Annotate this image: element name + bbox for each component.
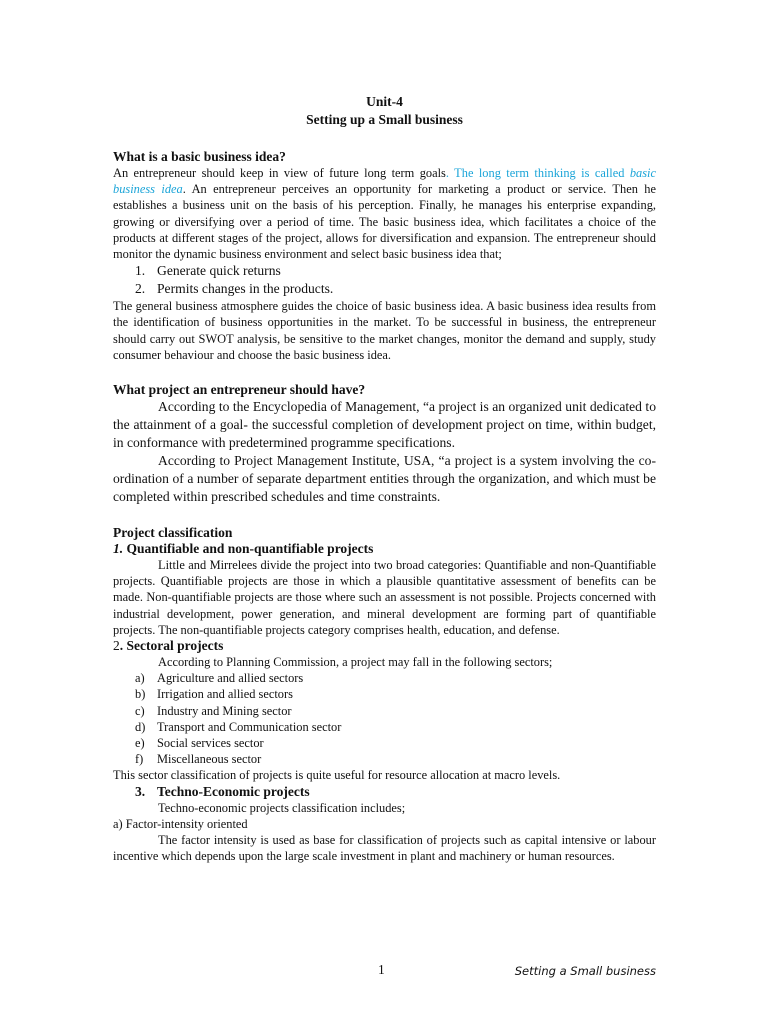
paragraph-factor-intensity: The factor intensity is used as base for classification of projects such as capital intensive or labour incentive which depends upon the large scale investment in plant and machinery or human resources. bbox=[113, 833, 656, 864]
subheading-techno-economic: 3. Techno-Economic projects bbox=[135, 783, 310, 799]
list-item: 2. Permits changes in the products. bbox=[135, 281, 334, 297]
section-heading-classification: Project classification bbox=[113, 525, 233, 541]
paragraph-business-atmosphere: The general business atmosphere guides the choice of basic business idea. A basic business idea results from the identification of business opportunities in the market. To be successful in business, the entrepreneur should carry out SWOT analysis, be sensitive to the market changes, monitor the demand and supply, study consumer behaviour and choose the basic business idea. bbox=[113, 299, 656, 362]
list-item: c) Industry and Mining sector bbox=[135, 703, 292, 718]
factor-intensity-label: a) Factor-intensity oriented bbox=[113, 816, 248, 831]
list-item: 1. Generate quick returns bbox=[135, 263, 281, 279]
subheading-sectoral: 2. Sectoral projects bbox=[113, 638, 224, 654]
sector-list bbox=[113, 670, 656, 767]
paragraph-encyclopedia: According to the Encyclopedia of Management, “a project is an organized unit dedicated to the attainment of a goal- the successful completion of development project on time, within budget, in conformance with predetermined programme specifications. bbox=[113, 399, 656, 451]
list-item: a) Agriculture and allied sectors bbox=[135, 671, 304, 686]
document-page bbox=[113, 0, 656, 864]
list-basic-idea bbox=[113, 262, 656, 298]
section-heading-project: What project an entrepreneur should have? bbox=[113, 382, 366, 398]
page-title: Setting up a Small business bbox=[306, 112, 463, 127]
list-item: f) Miscellaneous sector bbox=[135, 752, 262, 767]
paragraph-techno-economic: Techno-economic projects classification includes; bbox=[158, 800, 406, 815]
paragraph-quantifiable: Little and Mirrelees divide the project into two broad categories: Quantifiable and non-Quantifiable projects. Quantifiable projects are those in which a plausible quantitative assessment of benefits can be made. Non-quantifiable projects are those where such an assessment is not possible. Projects concerned with industrial development, power generation, and mineral development are forming part of quantifiable projects. The non-quantifiable projects category comprises health, education, and defense. bbox=[113, 558, 656, 637]
paragraph-sectoral: According to Planning Commission, a project may fall in the following sectors; bbox=[158, 655, 553, 670]
paragraph-pmi: According to Project Management Institute, USA, “a project is a system involving the co-ordination of a number of separate department entities through the organization, and which must be completed within prescribed schedules and time constraints. bbox=[113, 453, 656, 505]
paragraph-basic-idea: An entrepreneur should keep in view of future long term goals. The long term thinking is called basic business idea. An entrepreneur perceives an opportunity for marketing a product or service. Then he establishes a business unit on the basis of his perception. Finally, he manages his enterprise expanding, growing or diversifying over a period of time. The basic business idea, which facilitates a choice of the products at different stages of the project, allows for diversification and expansion. The entrepreneur should monitor the dynamic business environment and select basic business idea that; bbox=[113, 166, 656, 262]
list-item: e) Social services sector bbox=[135, 736, 264, 751]
section-heading-basic-idea: What is a basic business idea? bbox=[113, 149, 286, 164]
page-footer bbox=[0, 962, 768, 982]
subheading-quantifiable: 1. Quantifiable and non-quantifiable projects bbox=[113, 541, 374, 557]
unit-label: Unit-4 bbox=[366, 94, 403, 109]
list-item: d) Transport and Communication sector bbox=[135, 719, 342, 734]
footer-title: Setting a Small business bbox=[514, 964, 656, 978]
paragraph-sector-usefulness: This sector classification of projects is quite useful for resource allocation at macro levels. bbox=[113, 768, 561, 783]
list-item: b) Irrigation and allied sectors bbox=[135, 687, 293, 702]
page-number: 1 bbox=[378, 962, 385, 977]
